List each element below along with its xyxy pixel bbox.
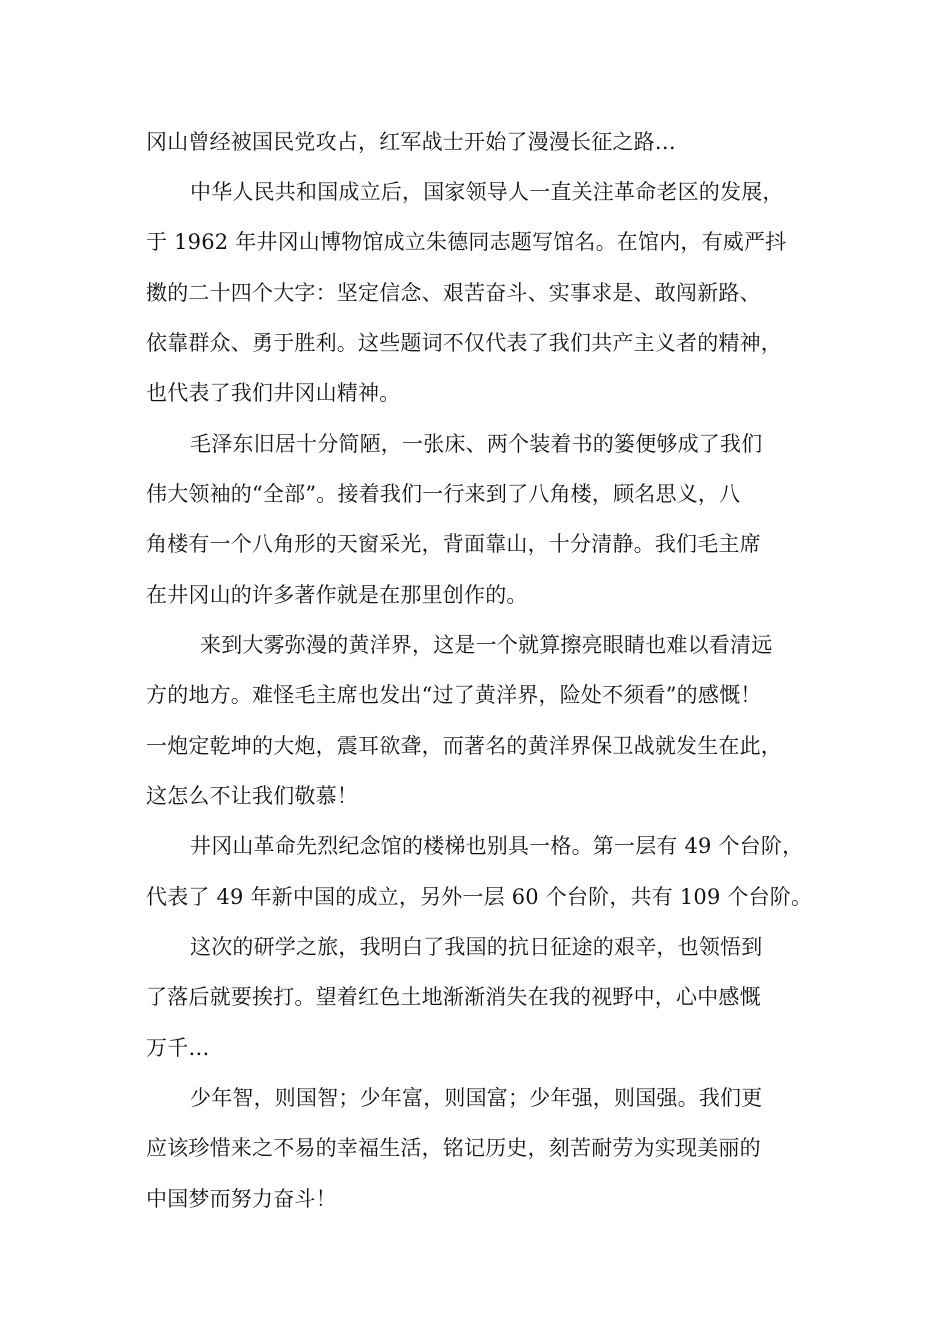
text-line: 这怎么不让我们敬慕！ — [146, 784, 358, 808]
text-line: 中华人民共和国成立后，国家领导人一直关注革命老区的发展， — [190, 180, 784, 204]
text-line: 井冈山革命先烈纪念馆的楼梯也别具一格。第一层有 49 个台阶， — [190, 834, 804, 858]
text-line: 角楼有一个八角形的天窗采光，背面靠山，十分清静。我们毛主席 — [146, 532, 761, 556]
text-line: 万千… — [146, 1036, 210, 1060]
text-line: 了落后就要挨打。望着红色土地渐渐消失在我的视野中，心中感慨 — [146, 985, 761, 1009]
text-line: 应该珍惜来之不易的幸福生活，铭记历史，刻苦耐劳为实现美丽的 — [146, 1136, 761, 1160]
text-line: 来到大雾弥漫的黄洋界，这是一个就算擦亮眼睛也难以看清远 — [200, 633, 773, 657]
text-line: 依靠群众、勇于胜利。这些题词不仅代表了我们共产主义者的精神， — [146, 331, 782, 355]
text-line: 少年智，则国智；少年富，则国富；少年强，则国强。我们更 — [190, 1086, 763, 1110]
text-line: 伟大领袖的“全部”。接着我们一行来到了八角楼，顾名思义，八 — [146, 482, 741, 506]
text-line: 一炮定乾坤的大炮，震耳欲聋，而著名的黄洋界保卫战就发生在此， — [146, 734, 782, 758]
text-line: 毛泽东旧居十分简陋，一张床、两个装着书的篓便够成了我们 — [190, 432, 763, 456]
text-line: 中国梦而努力奋斗！ — [146, 1187, 337, 1211]
text-line: 擞的二十四个大字：坚定信念、艰苦奋斗、实事求是、敢闯新路、 — [146, 281, 761, 305]
text-line: 方的地方。难怪毛主席也发出“过了黄洋界，险处不须看”的感慨！ — [146, 683, 762, 707]
text-line: 在井冈山的许多著作就是在那里创作的。 — [146, 583, 528, 607]
text-line: 代表了 49 年新中国的成立，另外一层 60 个台阶，共有 109 个台阶。 — [146, 885, 813, 909]
text-line: 冈山曾经被国民党攻占，红军战士开始了漫漫长征之路… — [146, 130, 676, 154]
text-line: 这次的研学之旅，我明白了我国的抗日征途的艰辛，也领悟到 — [190, 935, 763, 959]
text-line: 也代表了我们井冈山精神。 — [146, 381, 401, 405]
text-line: 于 1962 年井冈山博物馆成立朱德同志题写馆名。在馆内，有威严抖 — [146, 230, 787, 254]
